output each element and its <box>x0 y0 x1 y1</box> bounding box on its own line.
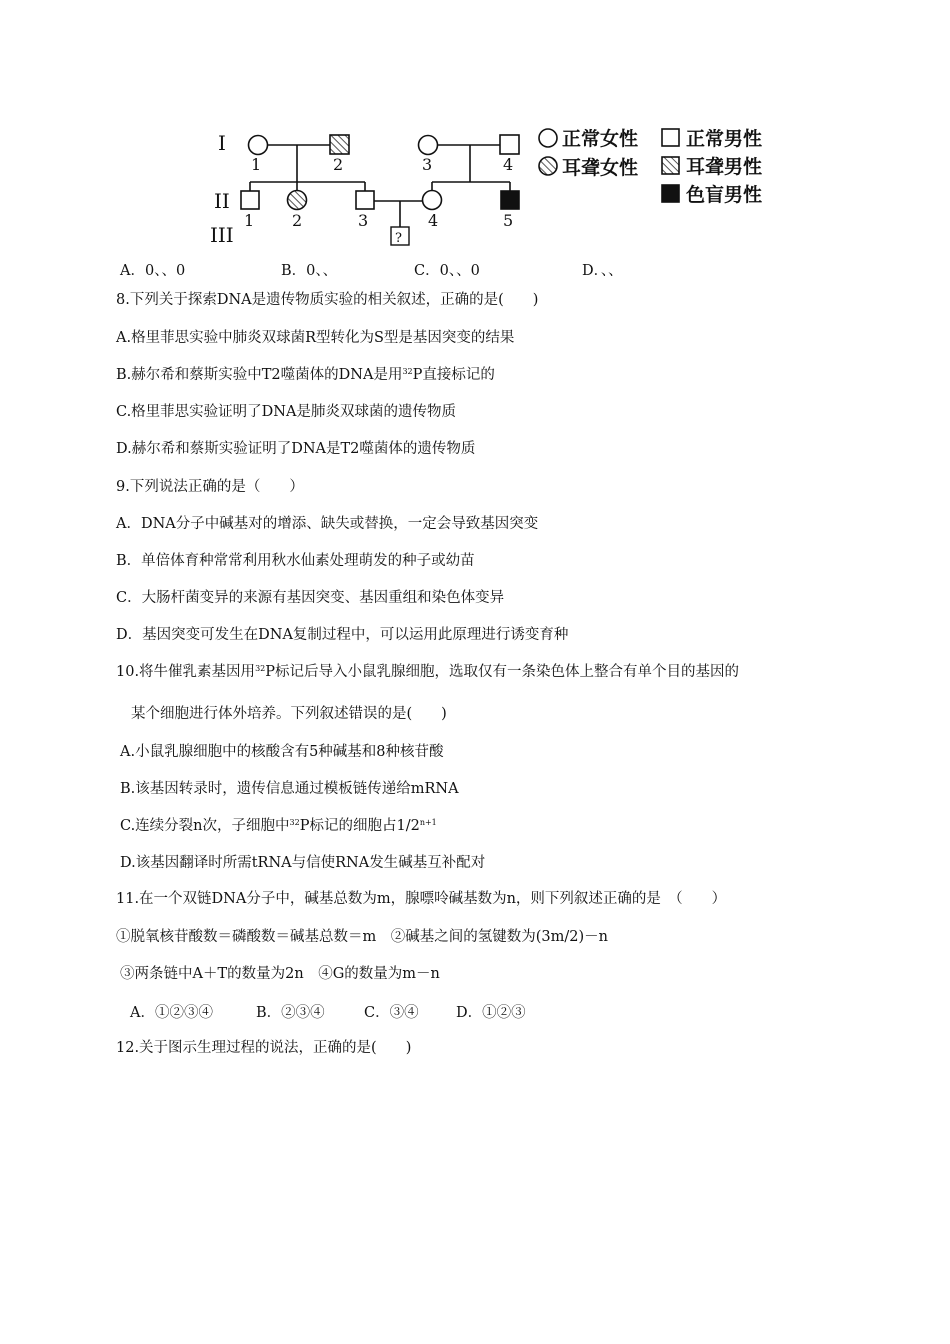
q10-stem-line1: 10.将牛催乳素基因用$^{32}$P标记后导入小鼠乳腺细胞，选取仅有一条染色体上整合有单个目的基因的 <box>116 664 740 680</box>
q7-option-a: A．0、、0 <box>120 263 186 279</box>
unknown-mark: ? <box>395 231 402 246</box>
q8-stem: 8.下列关于探索DNA是遗传物质实验的相关叙述，正确的是( ) <box>116 292 539 308</box>
q11-option-b: B．②③④ <box>256 1005 325 1021</box>
q7-option-d: D．、、 <box>582 263 623 279</box>
q11-option-d: D．①②③ <box>456 1005 526 1021</box>
individual-I4-normal-male <box>500 135 519 154</box>
q8-option-a: A.格里菲思实验中肺炎双球菌R型转化为S型是基因突变的结果 <box>116 330 515 346</box>
q10-option-d: D.该基因翻译时所需tRNA与信使RNA发生碱基互补配对 <box>120 855 486 871</box>
q10-option-a: A.小鼠乳腺细胞中的核酸含有5种碱基和8种核苷酸 <box>120 744 444 760</box>
q9-stem: 9.下列说法正确的是（ ） <box>116 479 304 495</box>
legend-deaf-female-label: 耳聋女性 <box>562 157 639 179</box>
q11-option-a: A．①②③④ <box>130 1005 213 1021</box>
legend-normal-male-symbol <box>662 129 679 146</box>
q10-option-c: C.连续分裂n次，子细胞中$^{32}$P标记的细胞占$1/2^{n+1}$ <box>120 818 437 834</box>
q10-option-b: B.该基因转录时，遗传信息通过模板链传递给mRNA <box>120 781 459 797</box>
individual-I1-normal-female <box>249 136 268 155</box>
individual-II1-normal-male <box>241 191 259 209</box>
number-II2: 2 <box>292 211 303 230</box>
number-II5: 5 <box>503 211 514 230</box>
number-I4: 4 <box>503 155 514 174</box>
q11-statement-3-4: ③两条链中A＋T的数量为2n ④G的数量为m－n <box>120 966 440 982</box>
generation-label-2: II <box>214 189 230 213</box>
number-II1: 1 <box>244 211 255 230</box>
q12-stem: 12.关于图示生理过程的说法，正确的是( ) <box>116 1040 412 1056</box>
q9-option-a: A．DNA分子中碱基对的增添、缺失或替换，一定会导致基因突变 <box>116 516 539 532</box>
number-II3: 3 <box>358 211 369 230</box>
number-I2: 2 <box>333 155 344 174</box>
q8-option-b: B.赫尔希和蔡斯实验中T2噬菌体的DNA是用$^{32}$P直接标记的 <box>116 367 495 383</box>
individual-II3-normal-male <box>356 191 374 209</box>
individual-II4-normal-female <box>423 191 442 210</box>
legend-deaf-male-label: 耳聋男性 <box>686 156 763 178</box>
number-I1: 1 <box>251 155 262 174</box>
q11-option-c: C．③④ <box>364 1005 419 1021</box>
generation-label-1: I <box>218 131 226 155</box>
individual-II5-colorblind-male <box>501 191 519 209</box>
q10-stem-line2: 某个细胞进行体外培养。下列叙述错误的是( ) <box>131 706 447 722</box>
q9-option-c: C．大肠杆菌变异的来源有基因突变、基因重组和染色体变异 <box>116 590 505 606</box>
legend-colorblind-male-label: 色盲男性 <box>686 184 763 206</box>
number-I3: 3 <box>422 155 433 174</box>
legend-deaf-male-symbol <box>662 157 679 174</box>
q9-option-b: B．单倍体育种常常利用秋水仙素处理萌发的种子或幼苗 <box>116 553 475 569</box>
pedigree-chart <box>200 118 790 248</box>
individual-II2-deaf-female <box>288 191 307 210</box>
q7-option-b: B．0、、 <box>281 263 338 279</box>
generation-label-3: III <box>210 223 234 247</box>
q9-option-d: D．基因突变可发生在DNA复制过程中，可以运用此原理进行诱变育种 <box>116 627 569 643</box>
legend-normal-female-symbol <box>539 129 557 147</box>
q11-stem: 11.在一个双链DNA分子中，碱基总数为m，腺嘌呤碱基数为n，则下列叙述正确的是 （ ） <box>116 891 727 907</box>
legend-colorblind-male-symbol <box>662 185 679 202</box>
legend-normal-female-label: 正常女性 <box>562 128 639 150</box>
number-II4: 4 <box>428 211 439 230</box>
legend-normal-male-label: 正常男性 <box>686 128 763 150</box>
individual-I3-normal-female <box>419 136 438 155</box>
individual-I2-deaf-male <box>330 135 349 154</box>
q8-option-d: D.赫尔希和蔡斯实验证明了DNA是T2噬菌体的遗传物质 <box>116 441 476 457</box>
q11-statement-1-2: ①脱氧核苷酸数＝磷酸数＝碱基总数＝m ②碱基之间的氢键数为(3m/2)－n <box>116 929 608 945</box>
q8-option-c: C.格里菲思实验证明了DNA是肺炎双球菌的遗传物质 <box>116 404 456 420</box>
q7-option-c: C．0、、0 <box>414 263 480 279</box>
legend-deaf-female-symbol <box>539 157 557 175</box>
